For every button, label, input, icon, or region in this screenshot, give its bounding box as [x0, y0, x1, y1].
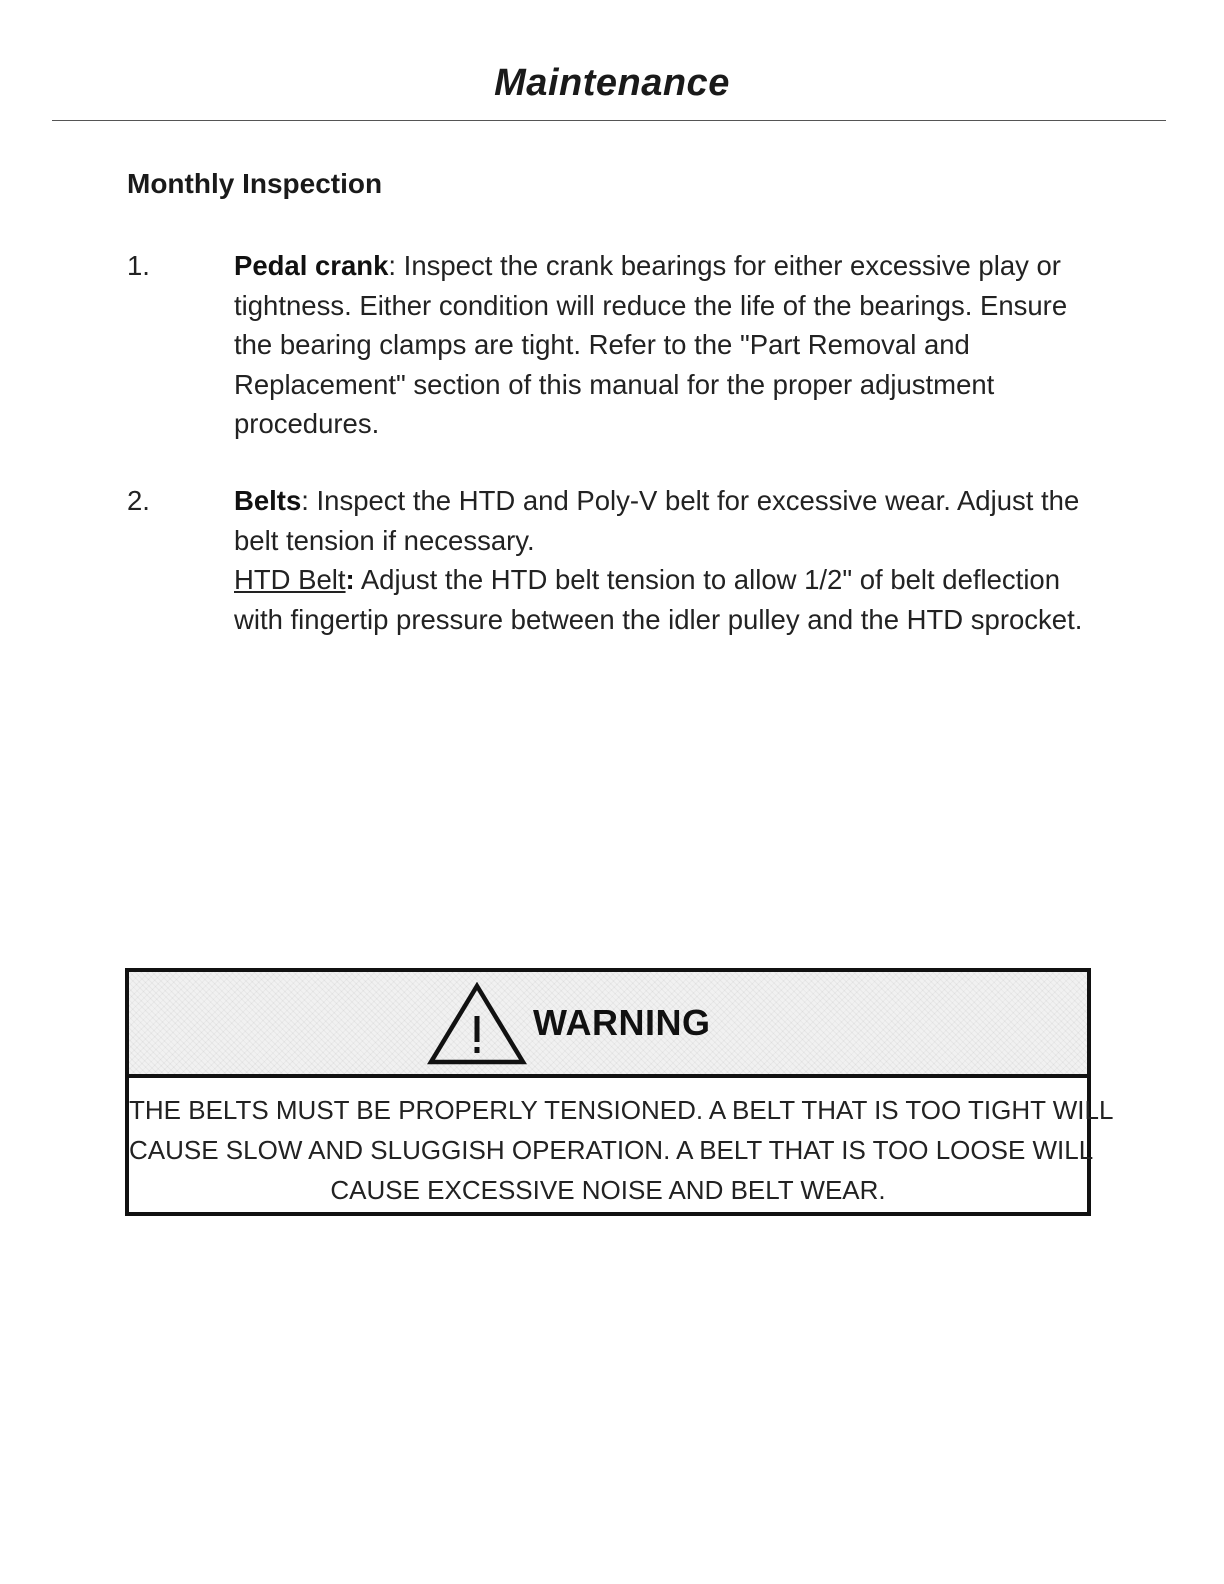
warning-line: CAUSE EXCESSIVE NOISE AND BELT WEAR. [330, 1175, 886, 1205]
item-number: 1. [127, 250, 150, 281]
item-term: Belts [234, 485, 302, 516]
warning-line: CAUSE SLOW AND SLUGGISH OPERATION. A BELT THAT IS TOO LOOSE WILL [129, 1135, 1094, 1165]
warning-message [129, 1090, 1114, 1210]
section-heading: Monthly Inspection [127, 168, 383, 199]
item-number: 2. [127, 485, 150, 516]
htd-belt-label: HTD Belt [234, 564, 346, 595]
title-divider [52, 120, 1166, 121]
page-title: Maintenance [494, 62, 730, 104]
item-body [234, 246, 1094, 444]
warning-triangle-icon [427, 982, 527, 1066]
warning-label: WARNING [533, 1002, 711, 1043]
item-text: Inspect the HTD and Poly-V belt for excessive wear. Adjust the belt tension if necessary. [234, 485, 1080, 556]
item-body [234, 481, 1094, 639]
item-term-separator: : [388, 250, 397, 281]
warning-header [129, 972, 1087, 1078]
htd-belt-text: Adjust the HTD belt tension to allow 1/2" of belt deflection with fingertip pressure between the idler pulley and the HTD sprocket. [234, 564, 1083, 635]
htd-belt-separator: : [345, 564, 355, 595]
item-term: Pedal crank [234, 250, 389, 281]
warning-box [125, 968, 1114, 1216]
item-text: Inspect the crank bearings for either excessive play or tightness. Either condition will reduce the life of the bearings. Ensure the bearing clamps are tight. Refer to the "Part Removal and Replacement" section of this manual for the proper adjustment procedures. [234, 250, 1068, 439]
warning-line: THE BELTS MUST BE PROPERLY TENSIONED. A BELT THAT IS TOO TIGHT WILL [129, 1095, 1114, 1125]
item-term-separator: : [301, 485, 309, 516]
